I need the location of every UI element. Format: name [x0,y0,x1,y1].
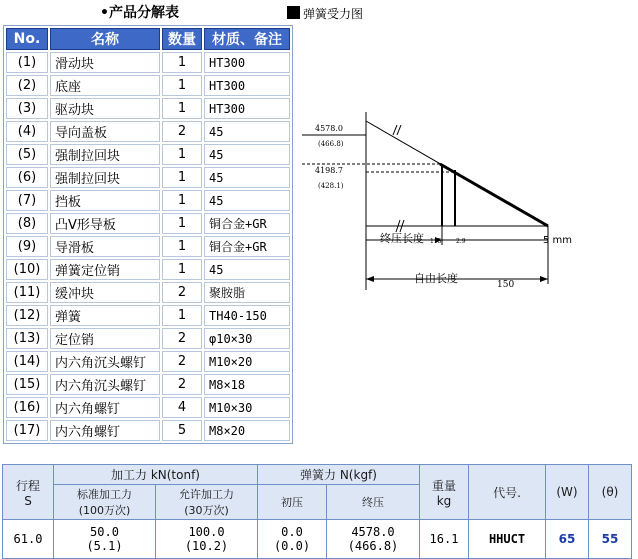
part-material: 45 [204,121,290,142]
part-material: 45 [204,190,290,211]
header-material: 材质、备注 [204,28,290,50]
allow-force-value [156,520,258,559]
table-row [6,98,290,119]
part-name: 挡板 [50,190,160,211]
part-material: 45 [204,259,290,280]
part-qty: 2 [162,351,202,372]
part-qty: 2 [162,328,202,349]
w-value: 65 [546,520,589,559]
force-header: 加工力 kN(tonf) [54,465,258,485]
stroke-header-unit: S [24,493,32,508]
part-qty: 1 [162,52,202,73]
table-row [6,259,290,280]
part-name: 定位销 [50,328,160,349]
weight-value: 16.1 [420,520,469,559]
table-row [6,213,290,234]
part-qty: 1 [162,167,202,188]
part-name: 弹簧定位销 [50,259,160,280]
arrow-free-right [540,276,548,282]
part-name: 缓冲块 [50,282,160,303]
part-name: 驱动块 [50,98,160,119]
allow-force-header [156,485,258,520]
part-material: M10×30 [204,397,290,418]
page-title: •产品分解表 [100,5,179,21]
part-qty: 1 [162,305,202,326]
initial-header: 初压 [258,485,327,520]
parts-table [4,26,292,443]
std-force-main: 50.0 [90,525,119,539]
initial-sub: (0.0) [273,539,311,553]
part-no: (13) [6,328,48,349]
compress-length-label: 终压长度 [380,232,424,245]
part-name: 滑动块 [50,52,160,73]
part-no: (11) [6,282,48,303]
dim-29-label: 2.9 [456,238,466,245]
part-material: HT300 [204,98,290,119]
force-line-bold [440,164,548,226]
weight-header [420,465,469,520]
part-name: 导滑板 [50,236,160,257]
part-qty: 1 [162,259,202,280]
table-row [6,305,290,326]
part-no: (6) [6,167,48,188]
part-material: 铜合金+GR [204,236,290,257]
header-no: No. [6,28,48,50]
part-name: 强制拉回块 [50,167,160,188]
table-row [6,282,290,303]
theta-header: (θ) [589,465,632,520]
part-no: (8) [6,213,48,234]
part-material: TH40-150 [204,305,290,326]
spec-data-row [3,520,632,559]
table-row [6,190,290,211]
header-qty: 数量 [162,28,202,50]
table-row [6,167,290,188]
part-no: (12) [6,305,48,326]
stroke-header [3,465,54,520]
part-no: (14) [6,351,48,372]
part-qty: 1 [162,236,202,257]
part-material: M8×20 [204,420,290,441]
break-mark-2 [397,125,401,135]
final-main: 4578.0 [351,525,395,539]
part-qty: 2 [162,282,202,303]
part-name: 内六角螺钉 [50,420,160,441]
stroke-value: 61.0 [3,520,54,559]
part-material: 45 [204,167,290,188]
table-row [6,52,290,73]
arrow-free-left [366,276,374,282]
diagram-title: 弹簧受力图 [303,7,364,21]
allow-force-main: 100.0 [188,525,225,539]
initial-main: 0.0 [281,525,303,539]
part-qty: 1 [162,213,202,234]
part-no: (1) [6,52,48,73]
part-material: HT300 [204,52,290,73]
free-length-label: 自由长度 [414,272,458,285]
part-no: (4) [6,121,48,142]
part-no: (17) [6,420,48,441]
part-material: φ10×30 [204,328,290,349]
table-row [6,236,290,257]
part-qty: 1 [162,190,202,211]
part-name: 内六角沉头螺钉 [50,374,160,395]
std-force-sub: (5.1) [86,539,123,553]
part-qty: 1 [162,144,202,165]
part-qty: 1 [162,98,202,119]
part-qty: 4 [162,397,202,418]
table-row [6,121,290,142]
initial-value [258,520,327,559]
part-material: M8×18 [204,374,290,395]
w-header: (W) [546,465,589,520]
spec-table [2,464,632,559]
part-no: (7) [6,190,48,211]
stroke-header-label: 行程 [15,478,40,493]
part-no: (15) [6,374,48,395]
part-name: 内六角螺钉 [50,397,160,418]
force-mid-label: 4198.7 [315,166,343,175]
dim-150-label: 150 [497,280,515,290]
std-force-header-label: 标准加工力 [77,488,132,501]
part-name: 导向盖板 [50,121,160,142]
break-mark-1 [393,125,397,135]
part-no: (10) [6,259,48,280]
part-name: 强制拉回块 [50,144,160,165]
std-force-header-sub: (100万次) [78,504,131,517]
part-no: (2) [6,75,48,96]
std-force-header [54,485,156,520]
table-row [6,374,290,395]
part-no: (3) [6,98,48,119]
part-qty: 5 [162,420,202,441]
table-row [6,397,290,418]
part-no: (5) [6,144,48,165]
allow-force-sub: (10.2) [184,539,229,553]
dim-5mm-label: 5 mm [543,235,573,246]
part-qty: 2 [162,121,202,142]
table-row [6,144,290,165]
std-force-value [54,520,156,559]
part-material: HT300 [204,75,290,96]
part-material: 铜合金+GR [204,213,290,234]
part-qty: 1 [162,75,202,96]
part-material: 45 [204,144,290,165]
allow-force-header-sub: (30万次) [184,504,229,517]
spec-header-row-1 [3,465,632,485]
part-no: (9) [6,236,48,257]
weight-header-unit: kg [436,493,452,508]
parts-header-row [6,28,290,50]
part-material: 聚胺脂 [204,282,290,303]
final-header: 终压 [327,485,420,520]
force-top-sub-label: (466.8) [318,140,344,148]
legend-square [287,6,300,19]
table-row [6,328,290,349]
part-material: M10×20 [204,351,290,372]
part-name: 弹簧 [50,305,160,326]
table-row [6,351,290,372]
part-name: 底座 [50,75,160,96]
spring-force-diagram [290,100,590,290]
force-top-label: 4578.0 [315,124,343,133]
part-no: (16) [6,397,48,418]
final-sub: (466.8) [347,539,399,553]
part-name: 凸V形导板 [50,213,160,234]
table-row [6,420,290,441]
header-name: 名称 [50,28,160,50]
force-mid-sub-label: (428.1) [318,182,344,190]
part-name: 内六角沉头螺钉 [50,351,160,372]
code-value: HHUCT [469,520,546,559]
spring-force-header: 弹簧力 N(kgf) [258,465,420,485]
allow-force-header-label: 允许加工力 [179,488,234,501]
theta-value: 55 [589,520,632,559]
table-row [6,75,290,96]
dim-115-label: 115 [430,238,442,245]
weight-header-label: 重量 [431,478,456,493]
code-header: 代号. [469,465,546,520]
final-value [327,520,420,559]
part-qty: 2 [162,374,202,395]
